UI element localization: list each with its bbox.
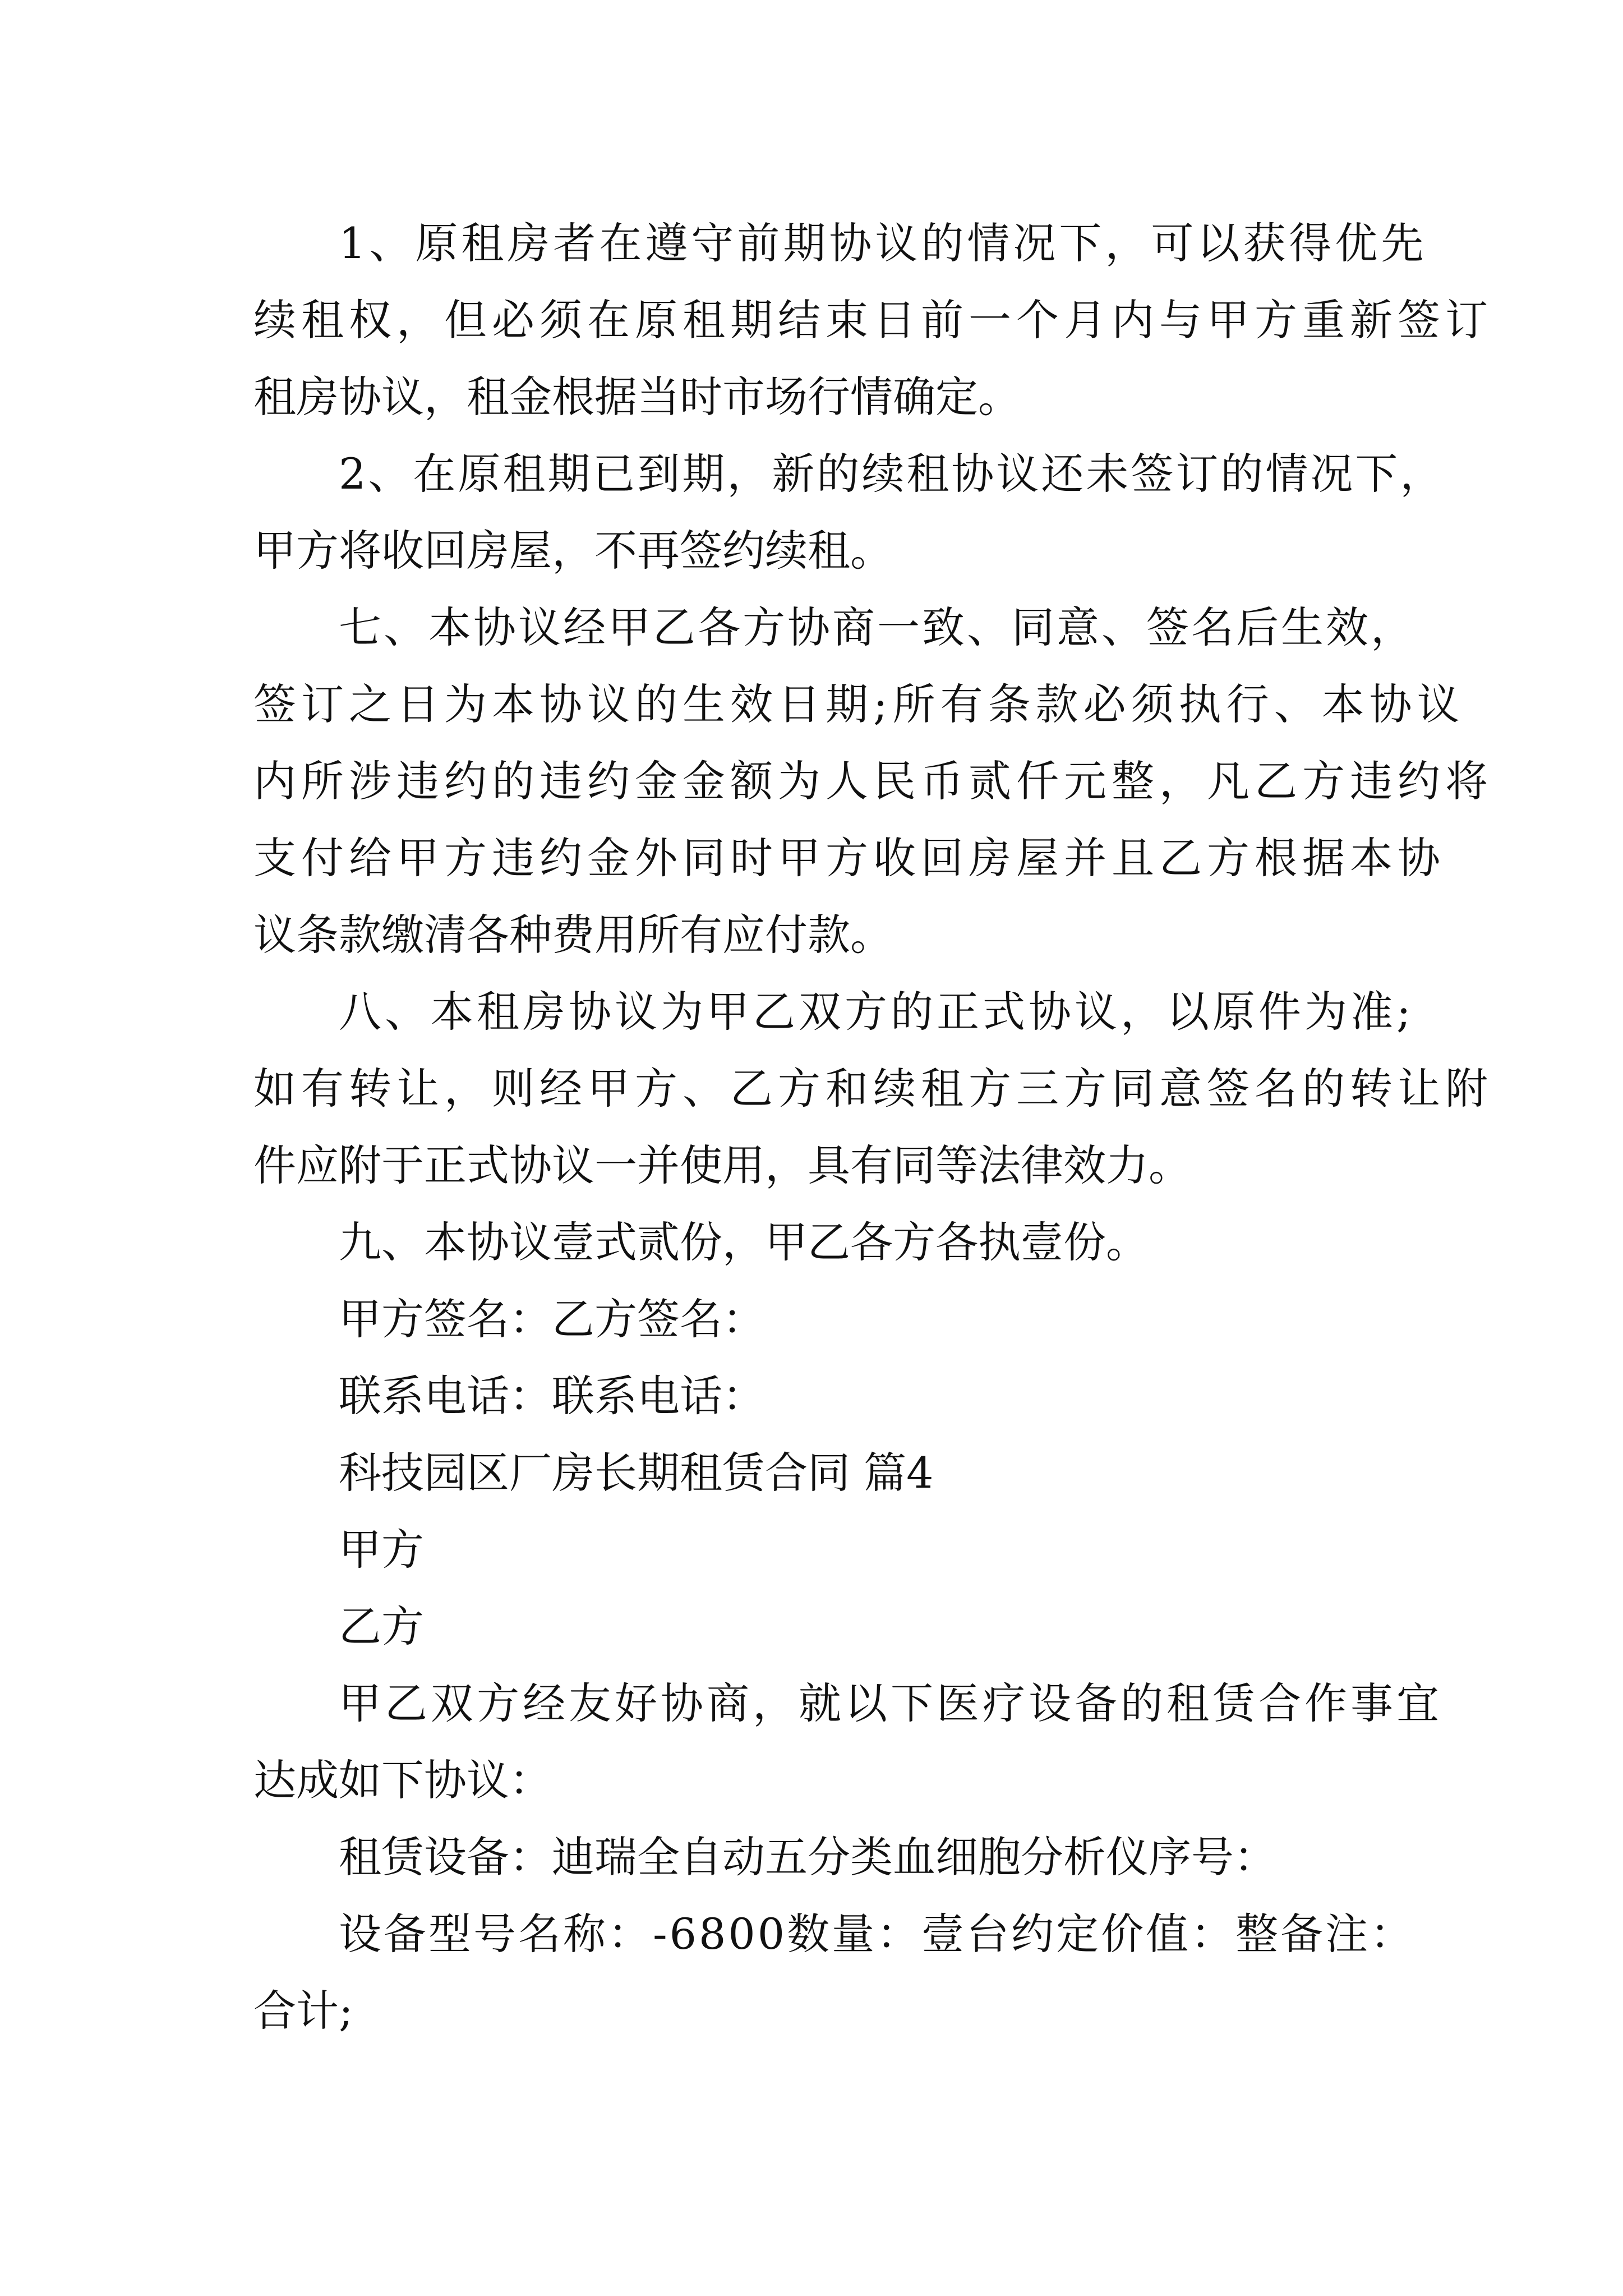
paragraph-line: 七、本协议经甲乙各方协商一致、同意、签名后生效， xyxy=(339,602,1415,652)
paragraph-line: 租房协议，租金根据当时市场行情确定。 xyxy=(253,372,1021,422)
paragraph-line: 1、原租房者在遵守前期协议的情况下，可以获得优先 xyxy=(339,218,1427,268)
paragraph-line: 支付给甲方违约金外同时甲方收回房屋并且乙方根据本协 xyxy=(253,833,1445,883)
paragraph-line: 议条款缴清各种费用所有应付款。 xyxy=(253,910,893,960)
phone-label: 联系电话：联系电话： xyxy=(339,1371,765,1421)
paragraph-line: 设备型号名称：-6800数量：壹台约定价值：整备注： xyxy=(339,1909,1415,1959)
party-a-label: 甲方 xyxy=(339,1525,424,1575)
paragraph-line: 续租权，但必须在原租期结束日前一个月内与甲方重新签订 xyxy=(253,295,1493,345)
paragraph-line: 2、在原租期已到期，新的续租协议还未签订的情况下， xyxy=(339,449,1445,499)
paragraph-line: 合计; xyxy=(253,1986,353,2036)
paragraph-line: 租赁设备：迪瑞全自动五分类血细胞分析仪序号： xyxy=(339,1832,1276,1882)
paragraph-line: 甲方将收回房屋，不再签约续租。 xyxy=(253,526,893,576)
paragraph-line: 八、本租房协议为甲乙双方的正式协议，以原件为准; xyxy=(339,987,1414,1037)
paragraph-line: 达成如下协议： xyxy=(253,1755,552,1805)
paragraph-line: 件应附于正式协议一并使用，具有同等法律效力。 xyxy=(253,1140,1191,1190)
paragraph-line: 甲乙双方经友好协商，就以下医疗设备的租赁合作事宜 xyxy=(339,1678,1442,1728)
section-title: 科技园区厂房长期租赁合同 篇4 xyxy=(339,1448,934,1498)
paragraph-line: 内所涉违约的违约金金额为人民币贰仟元整，凡乙方违约将 xyxy=(253,756,1493,806)
paragraph-line: 签订之日为本协议的生效日期;所有条款必须执行、本协议 xyxy=(253,679,1465,729)
party-b-label: 乙方 xyxy=(339,1602,424,1651)
signature-label: 甲方签名：乙方签名： xyxy=(339,1294,765,1344)
paragraph-line: 九、本协议壹式贰份，甲乙各方各执壹份。 xyxy=(339,1217,1149,1267)
paragraph-line: 如有转让，则经甲方、乙方和续租方三方同意签名的转让附 xyxy=(253,1064,1493,1114)
